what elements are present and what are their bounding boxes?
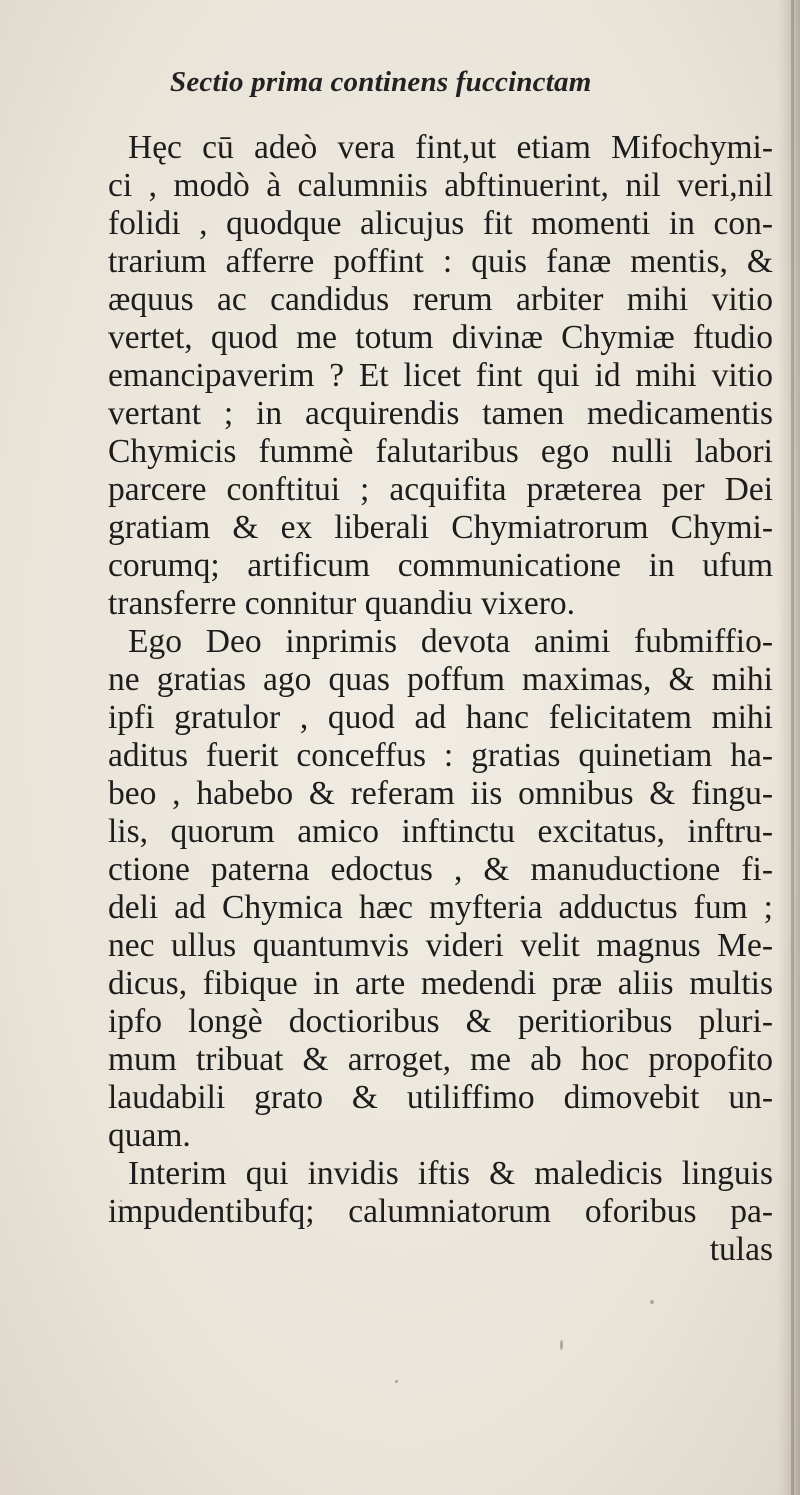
text-line: laudabili grato & utiliffimo dimovebit un- (108, 1079, 773, 1116)
text-line: ipfi gratulor , quod ad hanc felicitatem mihi (108, 699, 773, 736)
paper-speck (560, 1340, 563, 1350)
text-line: Hęc cū adeò vera fint,ut etiam Mifochymi- (128, 129, 773, 166)
text-line: emancipaverim ? Et licet fint qui id mihi vitio (108, 357, 773, 394)
text-line: æquus ac candidus rerum arbiter mihi vitio (108, 281, 773, 318)
text-line: mum tribuat & arroget, me ab hoc propofito (108, 1041, 773, 1078)
paper-speck (120, 1200, 122, 1202)
text-line: vertant ; in acquirendis tamen medicamentis (108, 395, 773, 432)
text-line: Ego Deo inprimis devota animi fubmiffio- (128, 623, 773, 660)
running-head: Sectio prima continens fuccinctam (170, 66, 592, 98)
text-line: nec ullus quantumvis videri velit magnus Me- (108, 927, 773, 964)
text-line: deli ad Chymica hæc myfteria adductus fum ; (108, 889, 773, 926)
text-line: quam. (108, 1117, 191, 1154)
paper-speck (395, 1380, 398, 1383)
text-line: Chymicis fummè falutaribus ego nulli labori (108, 433, 773, 470)
text-line: trarium afferre poffint : quis fanæ mentis, & (108, 243, 773, 280)
text-line: ci , modò à calumniis abftinuerint, nil veri,nil (108, 167, 773, 204)
paper-speck (650, 1300, 654, 1304)
text-line: folidi , quodque alicujus fit momenti in con- (108, 205, 773, 242)
text-line: gratiam & ex liberali Chymiatrorum Chymi- (108, 509, 773, 546)
text-line: ipfo longè doctioribus & peritioribus pluri- (108, 1003, 773, 1040)
text-line: parcere conftitui ; acquifita præterea per Dei (108, 471, 773, 508)
text-line: impudentibufq; calumniatorum oforibus pa- (108, 1193, 773, 1230)
text-line: corumq; artificum communicatione in ufum (108, 547, 773, 584)
text-line: transferre connitur quandiu vixero. (108, 585, 575, 622)
text-line: Interim qui invidis iftis & maledicis linguis (128, 1155, 773, 1192)
text-line: vertet, quod me totum divinæ Chymiæ ftudio (108, 319, 773, 356)
catchword: tulas (709, 1231, 773, 1268)
text-line: dicus, fibique in arte medendi præ aliis multis (108, 965, 773, 1002)
text-line: lis, quorum amico inftinctu excitatus, inftru- (108, 813, 773, 850)
text-line: ctione paterna edoctus , & manuductione fi- (108, 851, 773, 888)
page-edge-shadow (778, 0, 800, 1495)
text-line: beo , habebo & referam iis omnibus & fingu- (108, 775, 773, 812)
text-line: ne gratias ago quas poffum maximas, & mihi (108, 661, 773, 698)
text-line: aditus fuerit conceffus : gratias quinetiam ha- (108, 737, 773, 774)
